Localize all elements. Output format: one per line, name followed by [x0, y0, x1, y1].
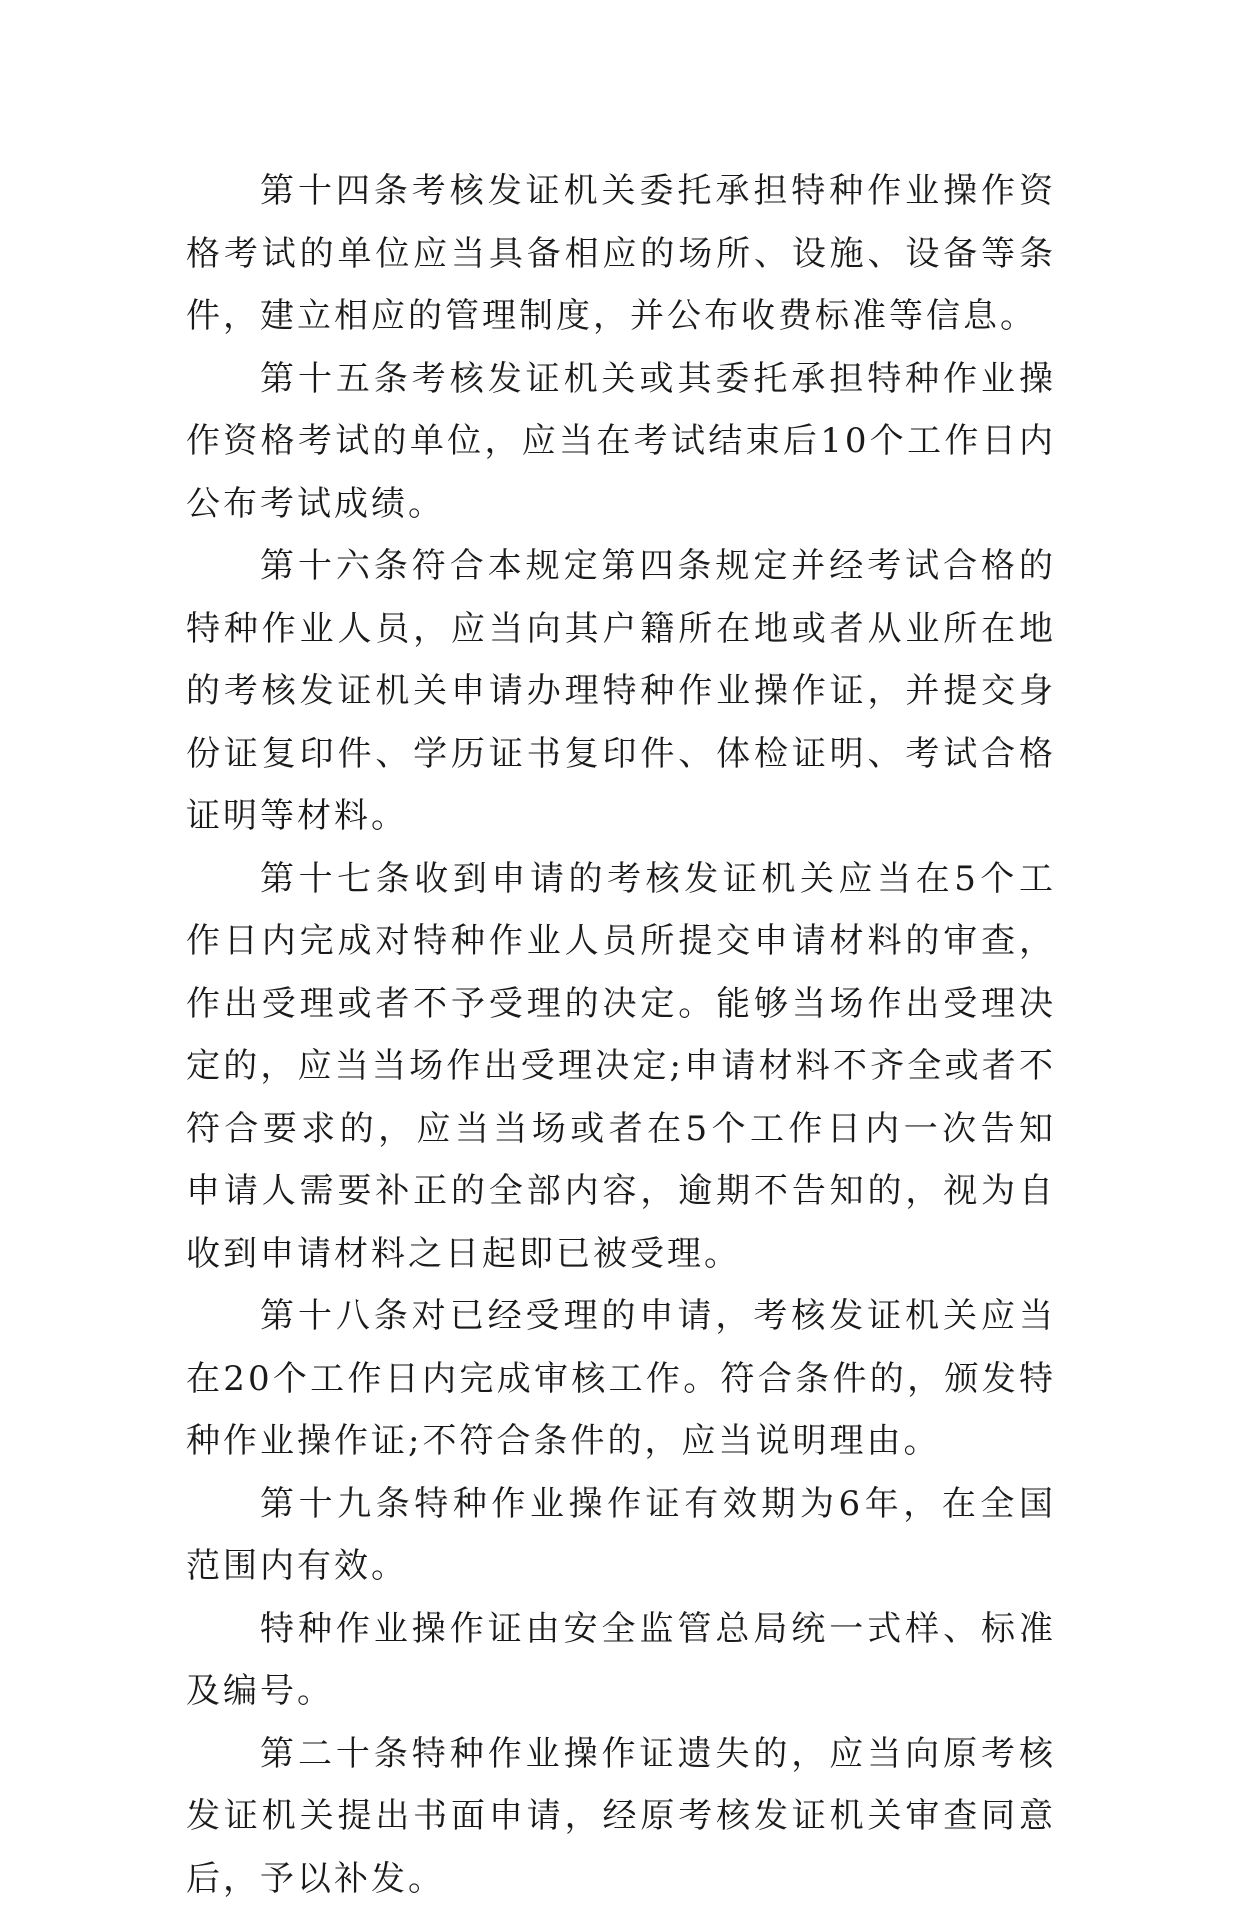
paragraph-article-20: 第二十条特种作业操作证遗失的，应当向原考核发证机关提出书面申请，经原考核发证机关审查同意后，予以补发。 [186, 1723, 1056, 1910]
paragraph-article-19: 第十九条特种作业操作证有效期为6年，在全国范围内有效。 [186, 1473, 1056, 1598]
paragraph-article-18: 第十八条对已经受理的申请，考核发证机关应当在20个工作日内完成审核工作。符合条件的，颁发特种作业操作证;不符合条件的，应当说明理由。 [186, 1285, 1056, 1473]
document-body [186, 160, 1056, 1910]
paragraph-article-15: 第十五条考核发证机关或其委托承担特种作业操作资格考试的单位，应当在考试结束后10个工作日内公布考试成绩。 [186, 348, 1056, 536]
paragraph-article-17: 第十七条收到申请的考核发证机关应当在5个工作日内完成对特种作业人员所提交申请材料的审查，作出受理或者不予受理的决定。能够当场作出受理决定的，应当当场作出受理决定;申请材料不齐全或者不符合要求的，应当当场或者在5个工作日内一次告知申请人需要补正的全部内容，逾期不告知的，视为自收到申请材料之日起即已被受理。 [186, 848, 1056, 1286]
paragraph-article-14: 第十四条考核发证机关委托承担特种作业操作资格考试的单位应当具备相应的场所、设施、设备等条件，建立相应的管理制度，并公布收费标准等信息。 [186, 160, 1056, 348]
paragraph-article-19-note: 特种作业操作证由安全监管总局统一式样、标准及编号。 [186, 1598, 1056, 1723]
paragraph-article-16: 第十六条符合本规定第四条规定并经考试合格的特种作业人员，应当向其户籍所在地或者从业所在地的考核发证机关申请办理特种作业操作证，并提交身份证复印件、学历证书复印件、体检证明、考试合格证明等材料。 [186, 535, 1056, 848]
